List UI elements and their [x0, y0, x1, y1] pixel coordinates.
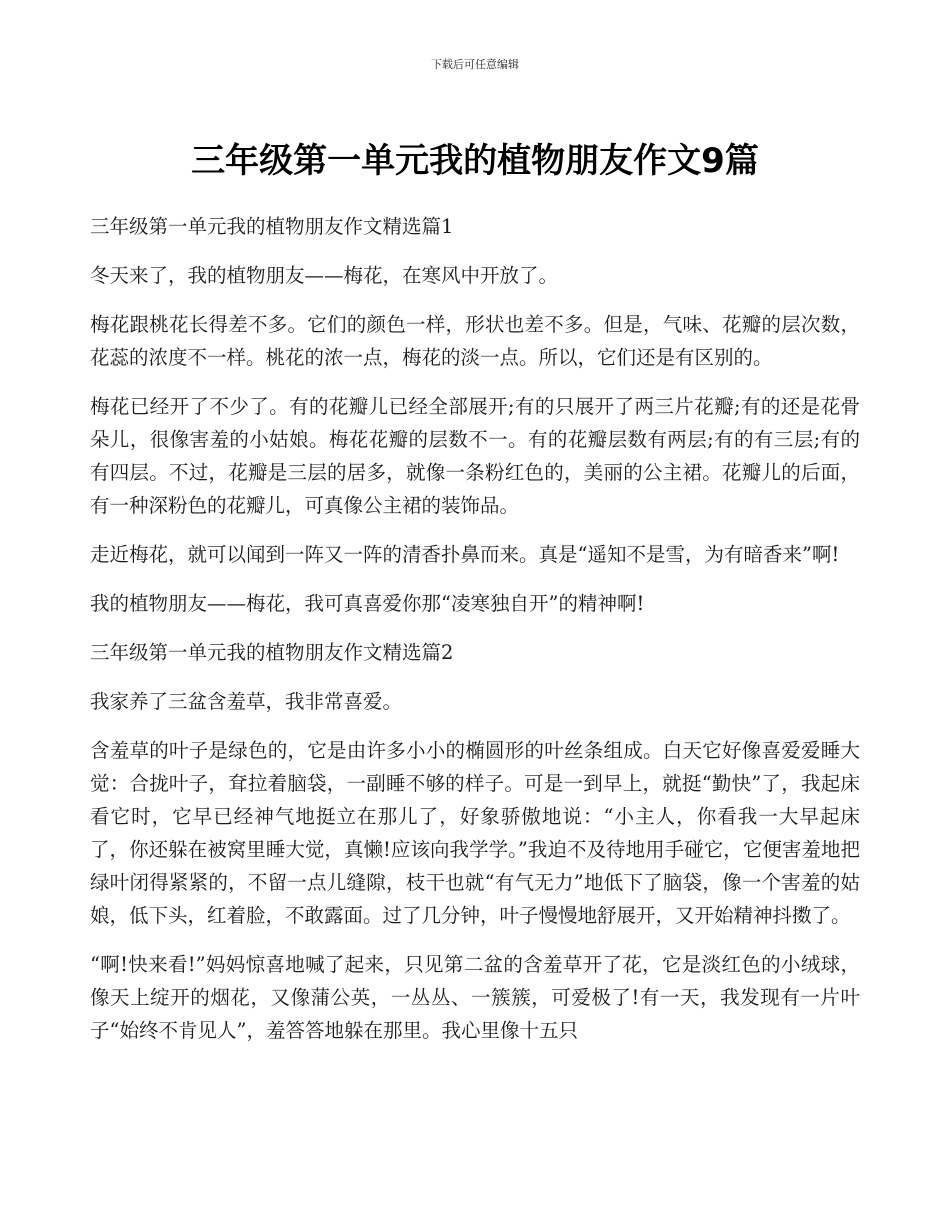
- header-note: 下载后可任意编辑: [431, 58, 519, 71]
- document-body: [90, 210, 860, 1063]
- paragraph: 梅花跟桃花长得差不多。它们的颜色一样，形状也差不多。但是，气味、花瓣的层次数，花蕊的浓度不一样。桃花的浓一点，梅花的淡一点。所以，它们还是有区别的。: [90, 313, 860, 369]
- paragraph: “啊!快来看!”妈妈惊喜地喊了起来，只见第二盆的含羞草开了花，它是淡红色的小绒球，像天上绽开的烟花，又像蒲公英，一丛丛、一簇簇，可爱极了!有一天，我发现有一片叶子“始终不肯见人”，羞答答地躲在那里。我心里像十五只: [90, 953, 860, 1042]
- paragraph: 梅花已经开了不少了。有的花瓣儿已经全部展开;有的只展开了两三片花瓣;有的还是花骨朵儿，很像害羞的小姑娘。梅花花瓣的层数不一。有的花瓣层数有两层;有的有三层;有的有四层。不过，花瓣是三层的居多，就像一条粉红色的，美丽的公主裙。花瓣儿的后面，有一种深粉色的花瓣儿，可真像公主裙的装饰品。: [90, 395, 860, 517]
- paragraph: 冬天来了，我的植物朋友——梅花，在寒风中开放了。: [90, 264, 559, 287]
- paragraph: 我的植物朋友——梅花，我可真喜爱你那“凌寒独自开”的精神啊!: [90, 592, 645, 615]
- paragraph: 走近梅花，就可以闻到一阵又一阵的清香扑鼻而来。真是“遥知不是雪，为有暗香来”啊!: [90, 543, 840, 566]
- document-title: 三年级第一单元我的植物朋友作文9篇: [191, 141, 759, 181]
- paragraph: 我家养了三盆含羞草，我非常喜爱。: [90, 690, 403, 713]
- section-heading: 三年级第一单元我的植物朋友作文精选篇2: [90, 641, 454, 664]
- paragraph: 含羞草的叶子是绿色的，它是由许多小小的椭圆形的叶丝条组成。白天它好像喜爱爱睡大觉：合拢叶子，耷拉着脑袋，一副睡不够的样子。可是一到早上，就挺“勤快”了，我起床看它时，它早已经神气地挺立在那儿了，好象骄傲地说：“小主人，你看我一大早起床了，你还躲在被窝里睡大觉，真懒!应该向我学学。”我迫不及待地用手碰它，它便害羞地把绿叶闭得紧紧的，不留一点儿缝隙，枝干也就“有气无力”地低下了脑袋，像一个害羞的姑娘，低下头，红着脸，不敢露面。过了几分钟，叶子慢慢地舒展开，又开始精神抖擞了。: [90, 739, 860, 927]
- section-heading: 三年级第一单元我的植物朋友作文精选篇1: [90, 215, 454, 238]
